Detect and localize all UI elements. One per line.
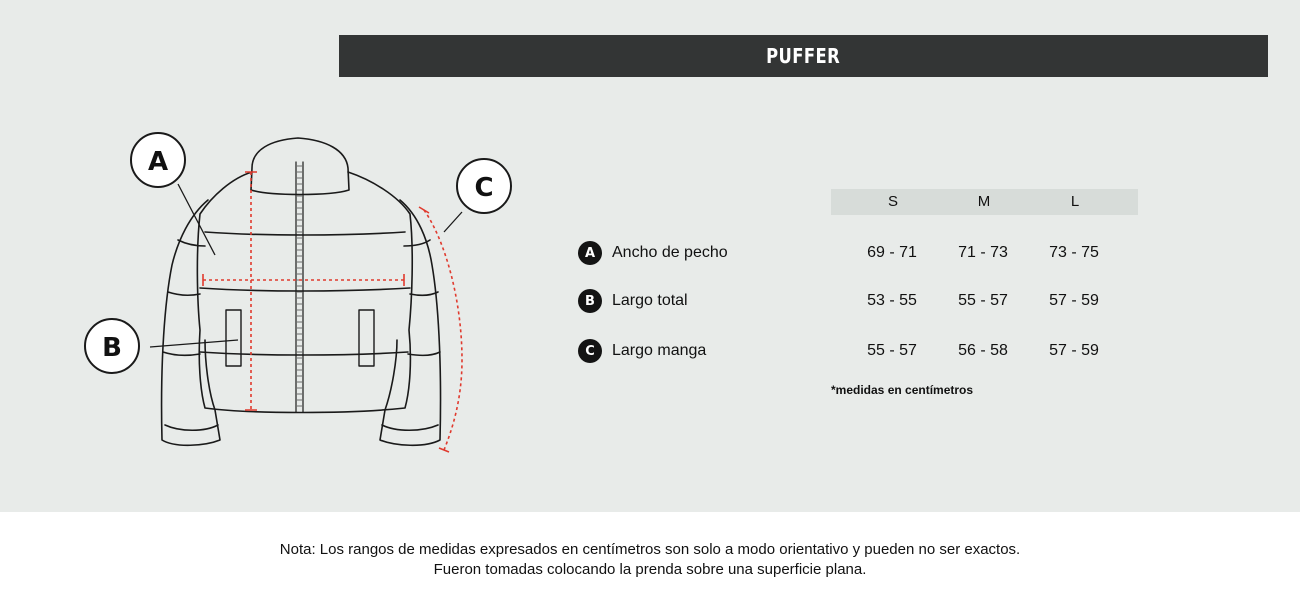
callout-a-line bbox=[178, 184, 215, 255]
row-label-text: Largo total bbox=[612, 292, 688, 309]
row-label-text: Ancho de pecho bbox=[612, 244, 728, 261]
table-cell: 57 - 59 bbox=[1049, 342, 1099, 359]
disclaimer-line-2: Fueron tomadas colocando la prenda sobre una superficie plana. bbox=[433, 561, 867, 578]
units-footnote: *medidas en centímetros bbox=[831, 383, 974, 397]
page-title: PUFFER bbox=[766, 44, 841, 68]
table-cell: 73 - 75 bbox=[1049, 244, 1099, 261]
right-pocket bbox=[359, 310, 374, 366]
badge-b-icon: B bbox=[578, 289, 602, 313]
row-label-sleeve bbox=[578, 338, 706, 364]
svg-text:C: C bbox=[474, 173, 494, 203]
table-cell: 55 - 57 bbox=[867, 342, 917, 359]
svg-text:A: A bbox=[147, 147, 169, 177]
table-cell: 57 - 59 bbox=[1049, 292, 1099, 309]
jacket-diagram bbox=[70, 120, 550, 480]
badge-c-icon: C bbox=[578, 339, 602, 363]
table-cell: 55 - 57 bbox=[958, 292, 1008, 309]
table-cell: 56 - 58 bbox=[958, 342, 1008, 359]
row-label-chest bbox=[578, 240, 728, 266]
size-header-s: S bbox=[887, 193, 898, 210]
size-header-m: M bbox=[977, 193, 991, 210]
table-cell: 69 - 71 bbox=[867, 244, 917, 261]
row-label-length bbox=[578, 288, 688, 314]
callout-a bbox=[131, 133, 185, 187]
callout-b bbox=[85, 319, 139, 373]
jacket-body bbox=[197, 172, 412, 413]
callout-c bbox=[457, 159, 511, 213]
disclaimer-line-1: Nota: Los rangos de medidas expresados en centímetros son solo a modo orientativo y pueden no ser exactos. bbox=[279, 541, 1021, 558]
table-cell: 53 - 55 bbox=[867, 292, 917, 309]
sleeve-length-line bbox=[424, 210, 462, 450]
row-label-text: Largo manga bbox=[612, 342, 707, 359]
table-cell: 71 - 73 bbox=[958, 244, 1008, 261]
left-pocket bbox=[226, 310, 241, 366]
size-header-l: L bbox=[1070, 193, 1080, 210]
title-bar bbox=[339, 35, 1268, 77]
callout-c-line bbox=[444, 212, 462, 232]
badge-a-icon: A bbox=[578, 241, 602, 265]
svg-text:B: B bbox=[102, 333, 122, 363]
